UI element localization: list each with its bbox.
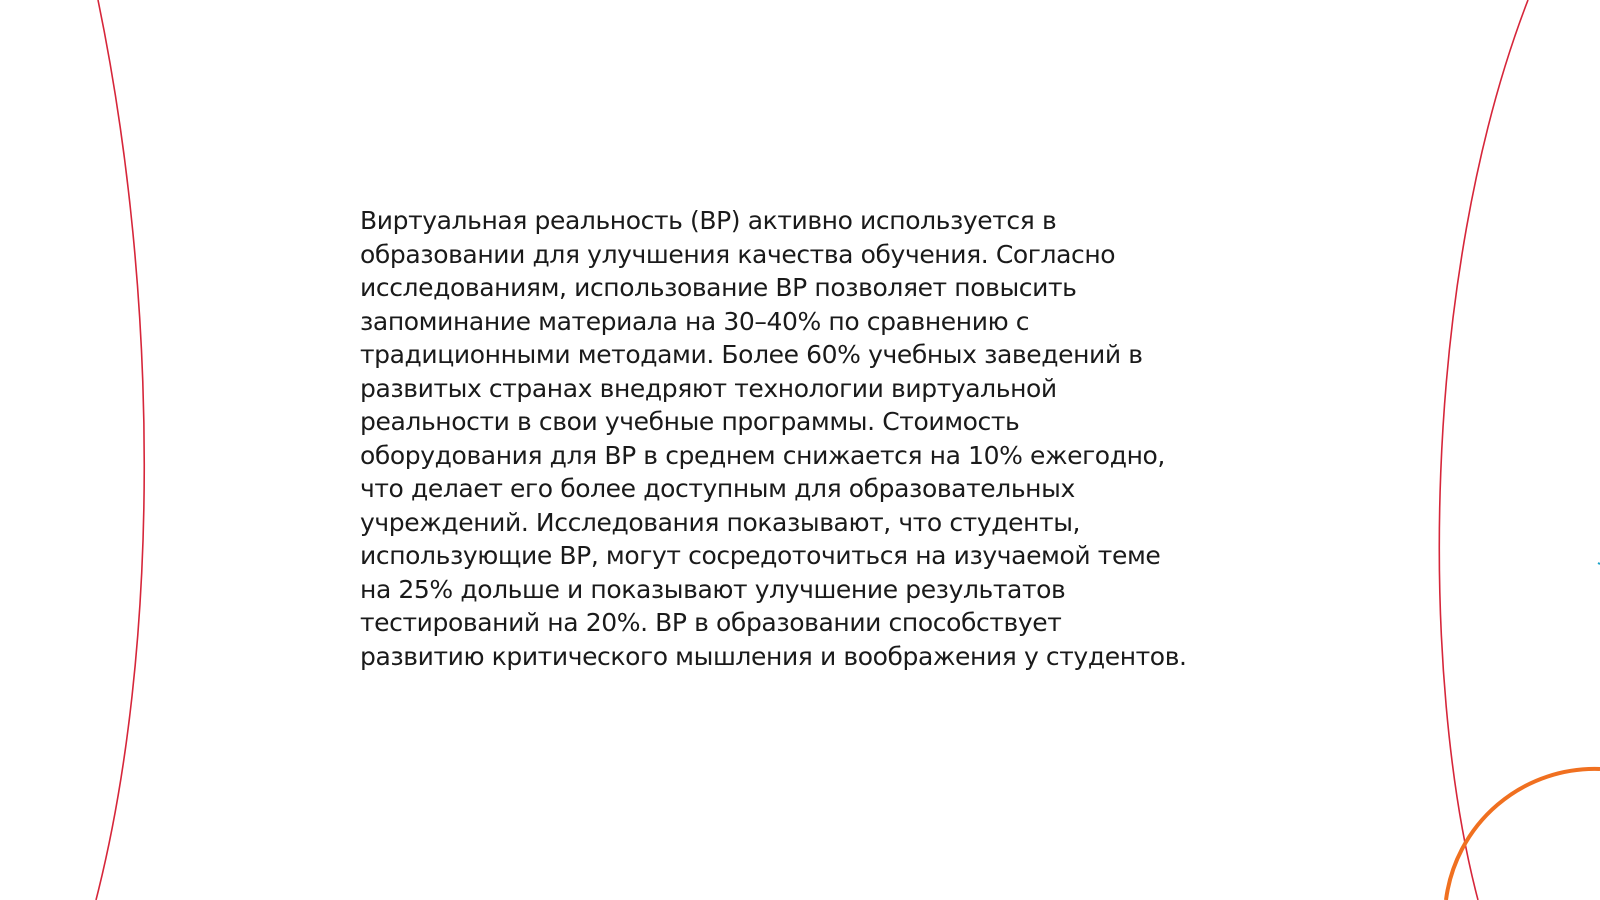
text-line: развитию критического мышления и воображения у студентов. [360,641,1187,671]
text-line: учреждений. Исследования показывают, что студенты, [360,507,1081,537]
left-decorative-arc [96,0,144,900]
text-line: реальности в свои учебные программы. Стоимость [360,407,1020,436]
text-line: что делает его более доступным для образовательных [360,474,1075,503]
slide-body-text [360,204,1240,673]
text-line: на 25% дольше и показывают улучшение результатов [360,574,1066,604]
text-line: исследованиям, использование ВР позволяет повысить [360,273,1077,302]
text-line: образовании для улучшения качества обучения. Согласно [360,239,1116,269]
text-line: традиционными методами. Более 60% учебных заведений в [360,340,1143,369]
text-line: запоминание материала на 30–40% по сравнению с [360,306,1030,336]
text-line: тестирований на 20%. ВР в образовании способствует [360,608,1062,637]
text-line: Виртуальная реальность (ВР) активно используется в [360,206,1057,235]
text-line: развитых странах внедряют технологии виртуальной [360,373,1057,403]
right-decorative-arc [1439,0,1528,900]
orange-circle-arc [1446,769,1600,900]
text-line: оборудования для ВР в среднем снижается на 10% ежегодно, [360,440,1165,470]
text-line: использующие ВР, могут сосредоточиться на изучаемой теме [360,541,1161,570]
